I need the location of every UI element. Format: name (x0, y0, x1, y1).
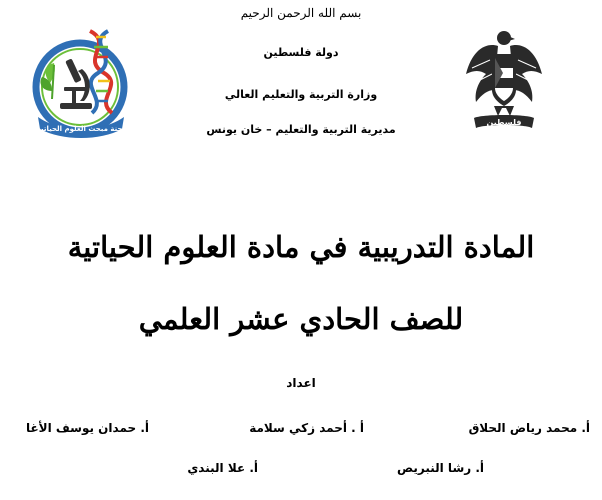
basmala: بسم الله الرحمن الرحيم (240, 6, 362, 20)
author-name: أ. علا البندي (187, 461, 258, 475)
author-name: أ. رشا النبريص (397, 461, 484, 475)
document-title-line-1: المادة التدريبية في مادة العلوم الحياتية (67, 230, 535, 264)
palestine-eagle-emblem-icon (462, 24, 546, 140)
prepared-by-label: اعداد (286, 376, 316, 390)
author-name: أ. محمد رياض الحلاق (468, 421, 590, 435)
state-name: دولة فلسطين (263, 46, 339, 59)
document-title-line-2: للصف الحادي عشر العلمي (138, 302, 464, 336)
directorate-name: مديرية التربية والتعليم – خان يونس (206, 123, 396, 136)
emblem-caption: فلسطين (486, 118, 522, 127)
science-dna-microscope-logo-icon (24, 25, 132, 141)
ministry-name: وزارة التربية والتعليم العالي (224, 88, 378, 101)
author-name: أ . أحمد زكي سلامة (249, 421, 364, 435)
logo-caption: لجنة مبحث العلوم الحياتية (36, 125, 126, 133)
author-name: أ. حمدان يوسف الأغا (25, 421, 149, 435)
